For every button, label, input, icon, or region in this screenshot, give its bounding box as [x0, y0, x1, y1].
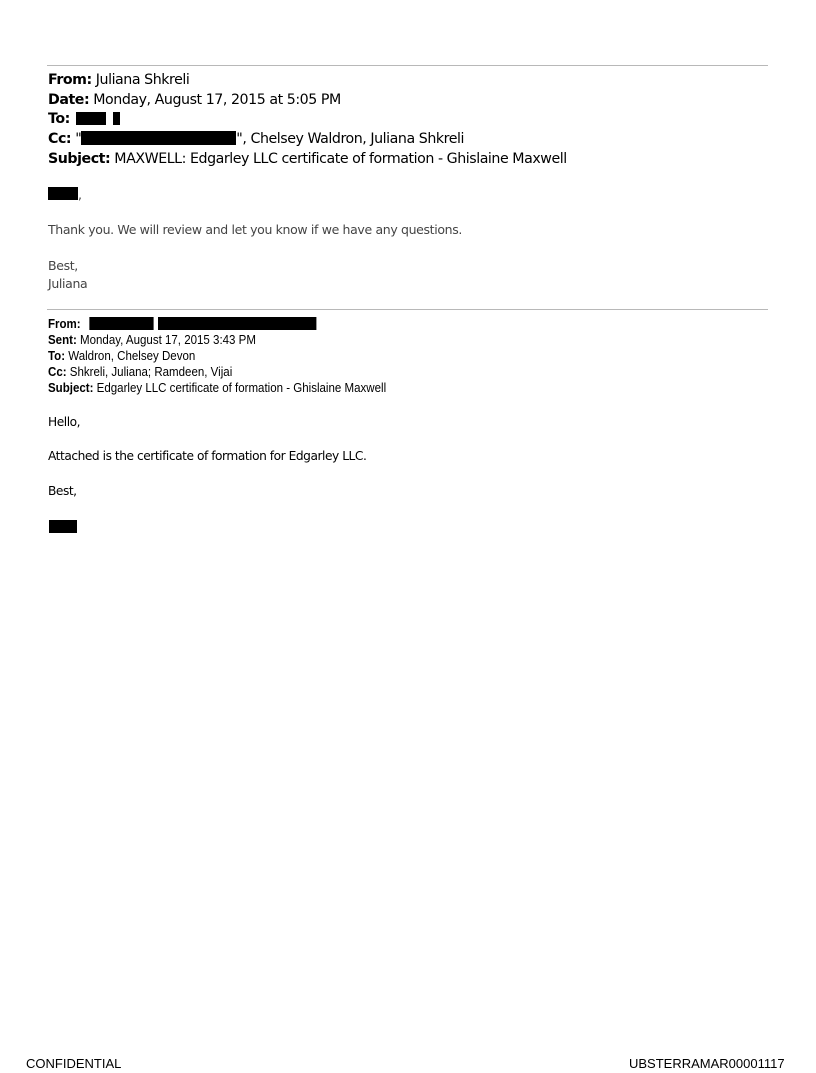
email1-date-line	[48, 90, 341, 110]
redaction-box	[89, 317, 153, 330]
email2-body: Attached is the certificate of formation for Edgarley LLC.	[48, 449, 367, 463]
email1-signature: Juliana	[48, 276, 88, 291]
redaction-box	[158, 317, 316, 330]
email1-from-value: Juliana Shkreli	[95, 72, 190, 88]
email1-greeting	[48, 187, 82, 202]
email1-subject-label: Subject:	[48, 151, 111, 167]
email1-cc-value: ", Chelsey Waldron, Juliana Shkreli	[236, 131, 464, 147]
email2-sent-value: Monday, August 17, 2015 3:43 PM	[80, 332, 256, 347]
email2-subject-line	[48, 380, 386, 396]
email1-cc-line	[48, 129, 464, 149]
email1-cc-open-quote: "	[75, 131, 82, 147]
email2-to-value: Waldron, Chelsey Devon	[68, 348, 196, 363]
email2-from-label: From:	[48, 316, 81, 331]
email1-date-value: Monday, August 17, 2015 at 5:05 PM	[93, 92, 341, 108]
email1-subject-value: MAXWELL: Edgarley LLC certificate of formation - Ghislaine Maxwell	[114, 151, 567, 167]
email2-sent-label: Sent:	[48, 332, 77, 347]
email2-greeting: Hello,	[48, 415, 81, 429]
separator-top	[47, 65, 768, 66]
email1-body: Thank you. We will review and let you know if we have any questions.	[48, 222, 462, 237]
email2-sent-line	[48, 332, 256, 348]
redaction-box	[81, 131, 236, 145]
email2-subject-value: Edgarley LLC certificate of formation - Ghislaine Maxwell	[96, 380, 387, 395]
email1-subject-line	[48, 149, 567, 169]
email2-signoff: Best,	[48, 484, 77, 498]
email2-cc-label: Cc:	[48, 364, 67, 379]
footer-confidential: CONFIDENTIAL	[26, 1056, 122, 1071]
redaction-box	[113, 112, 120, 125]
email1-greeting-comma: ,	[78, 187, 82, 202]
separator-middle	[47, 309, 768, 310]
email2-cc-line	[48, 364, 232, 380]
email2-to-line	[48, 348, 195, 364]
email2-cc-value: Shkreli, Juliana; Ramdeen, Vijai	[69, 364, 233, 379]
redaction-box	[48, 187, 78, 200]
email1-signoff: Best,	[48, 258, 78, 273]
footer-bates-number: UBSTERRAMAR00001117	[629, 1056, 785, 1071]
email1-from-line	[48, 70, 189, 90]
redaction-box	[49, 520, 77, 533]
email2-subject-label: Subject:	[48, 380, 94, 395]
email1-cc-label: Cc:	[48, 131, 72, 147]
email1-to-line	[48, 109, 120, 129]
email2-from-line	[48, 316, 317, 332]
redaction-box	[76, 112, 106, 125]
email1-to-label: To:	[48, 111, 70, 127]
email2-to-label: To:	[48, 348, 66, 363]
email1-date-label: Date:	[48, 92, 90, 108]
email1-from-label: From:	[48, 72, 92, 88]
